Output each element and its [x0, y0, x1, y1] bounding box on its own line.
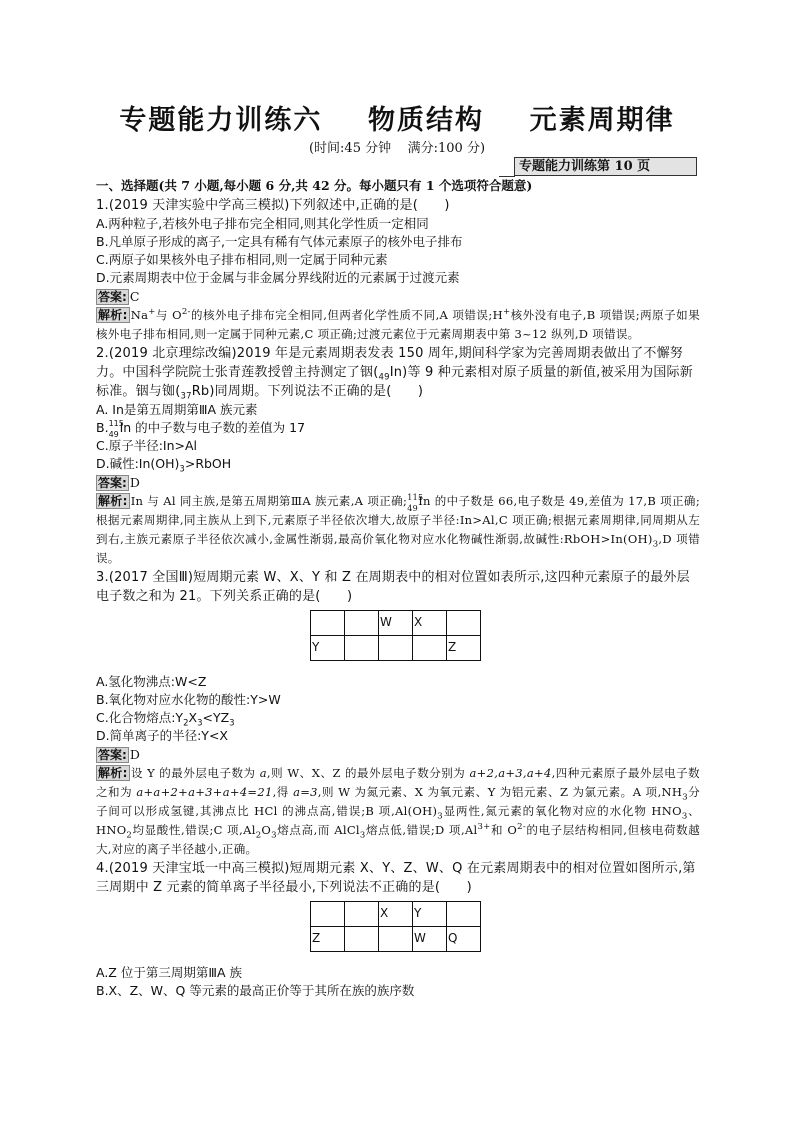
expl-text: In 的中子数是 66,电子数是 49,差值为 17,B 项正确;根据元素周期律,同主族从上到下,元素原子半径依次增大,故原子半径:In>Al,C 项正确;根据元素周期律,同周期从左到右,主族元素原子半径依次减小,金属性渐弱,最高价氧化物对应水化物碱性渐弱,故碱性:RbOH>In(OH)	[96, 493, 700, 546]
question-2-option-b	[96, 419, 700, 437]
question-3-answer-value: D	[129, 746, 140, 762]
table-cell	[379, 635, 413, 660]
question-1-answer-value: C	[129, 288, 140, 304]
table-cell: W	[413, 926, 447, 951]
expl-text: 核外没有电子,B 项错误;两原子如果核外电子排布相同,则一定属于同种元素,C 项正确;过渡元素位于元素周期表中第 3~12 纵列,D 项错误。	[96, 307, 700, 341]
expl-text: 均显酸性,错误;C 项,Al	[132, 822, 256, 837]
option-sub: 3	[197, 718, 203, 728]
expl-text: 熔点高,而 AlCl	[276, 822, 360, 837]
table-row	[311, 610, 481, 635]
expl-text: In 与 Al 同主族,是第五周期第ⅢA 族元素,A 项正确;	[130, 493, 408, 508]
option-text: >RbOH	[184, 455, 232, 471]
expl-sub: 2	[126, 829, 133, 840]
question-1-stem	[96, 196, 700, 215]
expl-text: ,四种元素原子最外层电子数之和为	[96, 765, 700, 799]
expl-text: ,D 项错误。	[96, 531, 701, 565]
expl-sup: 2-	[181, 306, 191, 317]
question-2-answer-value: D	[129, 474, 140, 490]
table-cell: X	[379, 901, 413, 926]
expl-text: Na	[130, 307, 149, 322]
expl-sub: 3	[437, 810, 443, 821]
expl-sup: 3+	[477, 821, 491, 832]
option-sub: 2	[183, 718, 189, 728]
question-2-option-c: C.原子半径:In>Al	[96, 437, 198, 453]
expl-sub: 3	[359, 829, 366, 840]
expl-var: a=3	[293, 784, 318, 799]
question-content	[96, 177, 700, 1000]
question-1-option-d: D.元素周期表中位于金属与非金属分界线附近的元素属于过渡元素	[96, 269, 460, 285]
mass-number: 115	[407, 492, 424, 502]
question-2-option-a: A. In是第五周期第ⅢA 族元素	[96, 401, 258, 417]
explanation-label: 解析:	[98, 765, 128, 780]
expl-var: a	[259, 765, 267, 780]
expl-sup: +	[502, 306, 511, 317]
table-cell	[345, 610, 379, 635]
page-tag: 专题能力训练第 10 页	[514, 157, 697, 176]
expl-sub: 3	[652, 538, 659, 549]
atomic-number: 49	[407, 503, 418, 513]
question-2-answer	[96, 473, 700, 492]
expl-sub: 3	[682, 791, 688, 802]
expl-text: ,则 W、X、Z 的最外层电子数分别为	[266, 765, 470, 780]
option-text: B.	[96, 419, 109, 435]
expl-sub: 3	[271, 829, 277, 840]
question-3-option-b: B.氧化物对应水化物的酸性:Y>W	[96, 691, 281, 707]
expl-var: a+2,a+3,a+4	[469, 765, 552, 780]
question-4-stem	[96, 859, 700, 897]
table-row	[311, 926, 481, 951]
periodic-position-table-q3	[310, 610, 481, 661]
table-cell: Y	[413, 901, 447, 926]
option-sub: 3	[229, 718, 235, 728]
option-text: C.化合物熔点:Y	[96, 709, 184, 725]
question-2	[96, 344, 700, 568]
question-2-option-d	[96, 455, 700, 473]
question-1-option-c: C.两原子如果核外电子排布相同,则一定属于同种元素	[96, 251, 388, 267]
page-subtitle: (时间:45 分钟 满分:100 分)	[308, 141, 486, 156]
expl-sup: 2-	[517, 821, 526, 832]
stem-text: In)等 9 种元素相对原子质量的新值,被采用为国际新标准。铟与铷(	[96, 364, 693, 399]
mass-number: 115	[108, 418, 124, 428]
question-4-option-b: B.X、Z、W、Q 等元素的最高正价等于其所在族的族序数	[96, 982, 415, 998]
table-cell	[345, 926, 379, 951]
question-3-stem	[96, 568, 700, 606]
expl-text: 和 O	[490, 822, 518, 837]
stem-sub: 49	[378, 372, 390, 383]
section-heading: 一、选择题(共 7 小题,每小题 6 分,共 42 分。每小题只有 1 个选项符合题意)	[96, 178, 533, 193]
question-1-option-a: A.两种粒子,若核外电子排布完全相同,则其化学性质一定相同	[96, 215, 429, 231]
expl-text: 、HNO	[96, 803, 700, 837]
expl-sub: 2	[255, 829, 262, 840]
page-title: 专题能力训练六 物质结构 元素周期律	[119, 105, 675, 136]
expl-text: 分子间可以形成氢键,其沸点比 HCl 的沸点高,错误;B 项,Al(OH)	[96, 784, 700, 818]
question-1-explanation	[96, 306, 700, 344]
table-row	[311, 635, 481, 660]
table-cell	[345, 635, 379, 660]
answer-label: 答案:	[98, 747, 127, 762]
question-3-option-a: A.氢化物沸点:W<Z	[96, 673, 207, 689]
stem-text: .(2019 天津宝坻一中高三模拟)短周期元素 X、Y、Z、W、Q 在元素周期表中的相对位置如图所示,第三周期中 Z 元素的简单离子半径最小,下列说法不正确的是( )	[96, 860, 696, 895]
expl-text: ,得	[272, 784, 294, 799]
table-cell: W	[379, 610, 413, 635]
table-cell	[345, 901, 379, 926]
expl-text: ,则 W 为氮元素、X 为氧元素、Y 为铝元素、Z 为氯元素。A 项,NH	[317, 784, 683, 799]
table-cell	[447, 610, 481, 635]
question-2-explanation	[96, 492, 700, 568]
periodic-position-table-q4	[310, 901, 481, 952]
option-text: In 的中子数与电子数的差值为 17	[119, 419, 306, 435]
table-cell: Y	[311, 635, 345, 660]
question-1	[96, 196, 700, 344]
stem-text: .(2019 北京理综改编)2019 年是元素周期表发表 150 周年,期间科学家为完善周期表做出了不懈努力。中国科学院院士张青莲教授曾主持测定了铟(	[96, 345, 684, 380]
question-4-option-a: A.Z 位于第三周期第ⅢA 族	[96, 964, 242, 980]
explanation-label: 解析:	[98, 493, 128, 508]
stem-sub: 37	[180, 391, 192, 402]
expl-text: 与 O	[155, 307, 182, 322]
isotope-notation	[108, 418, 124, 439]
atomic-number: 49	[108, 429, 119, 439]
expl-text: 设 Y 的最外层电子数为	[130, 765, 260, 780]
option-sub: 3	[179, 464, 185, 474]
answer-label: 答案:	[98, 289, 127, 304]
question-3-number: 3	[96, 569, 105, 585]
question-4-number: 4	[96, 860, 105, 876]
expl-text: 显两性,氮元素的氧化物对应的水化物 HNO	[443, 803, 682, 818]
isotope-notation	[407, 492, 424, 513]
table-cell: Q	[447, 926, 481, 951]
table-cell	[379, 926, 413, 951]
table-cell: X	[413, 610, 447, 635]
option-text: <YZ	[202, 709, 230, 725]
question-1-answer	[96, 287, 700, 306]
stem-text: Rb)同周期。下列说法不正确的是( )	[191, 383, 424, 399]
option-text: X	[188, 709, 198, 725]
question-3	[96, 568, 700, 859]
expl-sub: 3	[681, 810, 688, 821]
expl-text: 熔点低,错误;D 项,Al	[365, 822, 478, 837]
question-2-stem	[96, 344, 700, 401]
question-3-answer	[96, 745, 700, 764]
answer-label: 答案:	[98, 475, 127, 490]
table-cell	[311, 610, 345, 635]
table-cell: Z	[447, 635, 481, 660]
question-1-number: 1	[96, 197, 105, 213]
question-1-text: .(2019 天津实验中学高三模拟)下列叙述中,正确的是( )	[104, 197, 450, 213]
expl-text: 的电子层结构相同,但核电荷数越大,对应的离子半径越小,正确。	[96, 822, 701, 856]
question-2-number: 2	[96, 345, 105, 361]
question-3-option-d: D.简单离子的半径:Y<X	[96, 727, 228, 743]
question-3-option-c	[96, 709, 700, 727]
table-cell: Z	[311, 926, 345, 951]
expl-var: a+a+2+a+3+a+4=21	[136, 784, 273, 799]
question-4	[96, 859, 700, 1000]
stem-text: .(2017 全国Ⅲ)短周期元素 W、X、Y 和 Z 在周期表中的相对位置如表所示,这四种元素原子的最外层电子数之和为 21。下列关系正确的是( )	[96, 569, 690, 604]
table-row	[311, 901, 481, 926]
expl-sup: +	[148, 306, 156, 317]
option-text: D.碱性:In(OH)	[96, 455, 180, 471]
expl-text: O	[261, 822, 272, 837]
table-cell	[447, 901, 481, 926]
question-1-option-b: B.凡单原子形成的离子,一定具有稀有气体元素原子的核外电子排布	[96, 233, 463, 249]
question-3-explanation	[96, 764, 700, 859]
expl-text: 的核外电子排布完全相同,但两者化学性质不同,A 项错误;H	[190, 307, 503, 322]
explanation-label: 解析:	[98, 307, 128, 322]
table-cell	[413, 635, 447, 660]
table-cell	[311, 901, 345, 926]
